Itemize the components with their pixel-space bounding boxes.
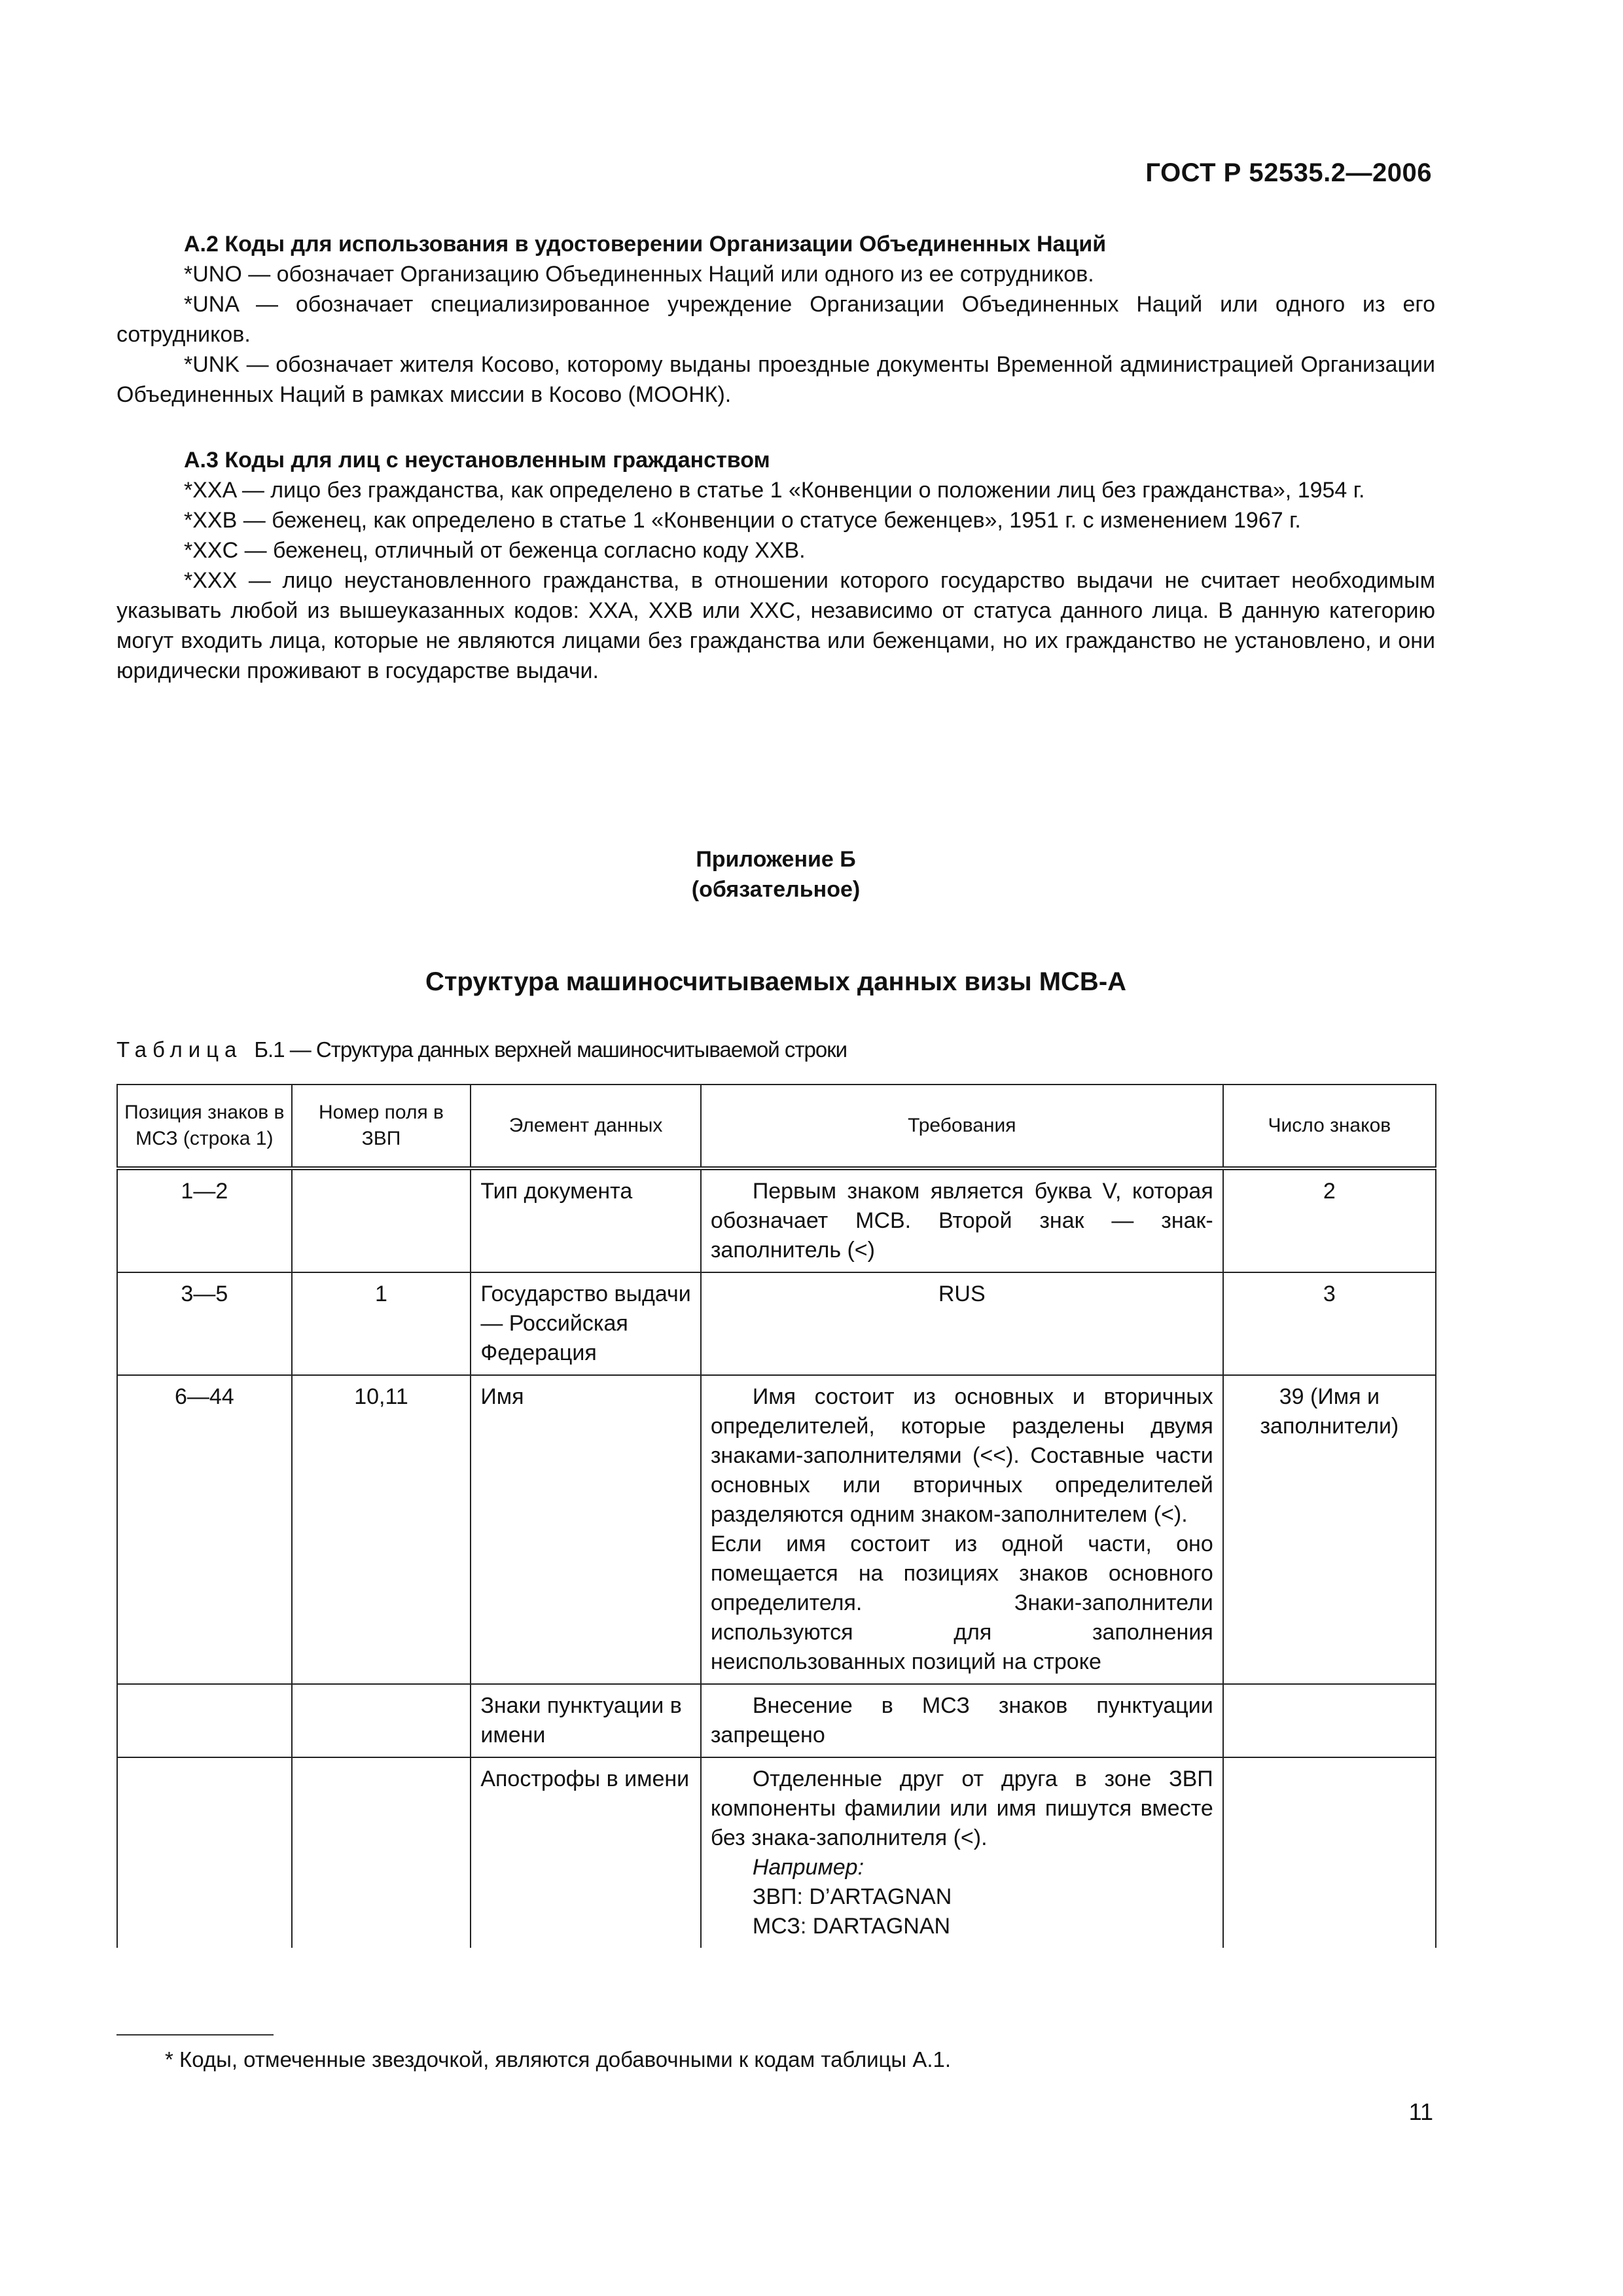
cell-position [117, 1757, 292, 1948]
cell-element: Государство выдачи — Российская Федерация [471, 1272, 700, 1375]
header-char-count: Число знаков [1223, 1085, 1436, 1168]
example-label: Например: [752, 1855, 865, 1880]
paragraph-unk: *UNK — обозначает жителя Косово, которому выданы проездные документы Временной администрацией Организации Объединенных Наций в рамках миссии в Косово (МООНК). [116, 352, 1435, 407]
cell-requirements [701, 1375, 1223, 1684]
cell-element: Апострофы в имени [471, 1757, 700, 1948]
requirement-text: Имя состоит из основных и вторичных определителей, которые разделены двумя знаками-заполнителями (<<). Составные части основных или вторичных определителей разделяются одним знаком-заполнителем (<). [710, 1384, 1213, 1527]
cell-position [117, 1684, 292, 1757]
cell-field [292, 1757, 471, 1948]
table-header-row [117, 1085, 1436, 1168]
cell-field [292, 1684, 471, 1757]
appendix-status: (обязательное) [691, 877, 861, 902]
cell-count [1223, 1684, 1436, 1757]
cell-requirements [701, 1757, 1223, 1948]
cell-position: 1—2 [117, 1168, 292, 1272]
header-position: Позиция знаков в МСЗ (строка 1) [117, 1085, 292, 1168]
cell-count: 3 [1223, 1272, 1436, 1375]
table-row [117, 1168, 1436, 1272]
cell-requirements [701, 1168, 1223, 1272]
header-data-element: Элемент данных [471, 1085, 700, 1168]
section-a2-title: А.2 Коды для использования в удостоверении Организации Объединенных Наций [184, 232, 1107, 257]
cell-field: 10,11 [292, 1375, 471, 1684]
cell-requirements [701, 1684, 1223, 1757]
cell-requirements [701, 1272, 1223, 1375]
example-line: МСЗ: DARTAGNAN [752, 1914, 951, 1939]
cell-count [1223, 1757, 1436, 1948]
appendix-heading [116, 844, 1435, 905]
footnote-divider [116, 2034, 274, 2036]
paragraph-xxc: *XXC — беженец, отличный от беженца согласно коду XXB. [184, 538, 806, 563]
requirement-text: Первым знаком является буква V, которая обозначает МСВ. Второй знак — знак-заполнитель (<) [710, 1179, 1213, 1263]
cell-element: Имя [471, 1375, 700, 1684]
requirement-text: Внесение в МСЗ знаков пунктуации запрещено [710, 1693, 1213, 1748]
cell-element: Тип документа [471, 1168, 700, 1272]
section-a3 [116, 445, 1435, 686]
requirement-text: RUS [938, 1282, 986, 1306]
table-caption [116, 1037, 847, 1062]
cell-count: 2 [1223, 1168, 1436, 1272]
section-a2 [116, 229, 1435, 410]
cell-element: Знаки пунктуации в имени [471, 1684, 700, 1757]
example-line: ЗВП: D’ARTAGNAN [752, 1884, 952, 1909]
paragraph-una: *UNA — обозначает специализированное учреждение Организации Объединенных Наций или одного из его сотрудников. [116, 292, 1435, 347]
section-a3-title: А.3 Коды для лиц с неустановленным гражданством [184, 448, 770, 473]
example-block [711, 1853, 1213, 1941]
header-field-number: Номер поля в ЗВП [292, 1085, 471, 1168]
document-code: ГОСТ Р 52535.2—2006 [1145, 158, 1432, 187]
cell-position: 6—44 [117, 1375, 292, 1684]
table-caption-prefix: Таблица [116, 1037, 243, 1062]
table-row [117, 1757, 1436, 1948]
cell-field: 1 [292, 1272, 471, 1375]
table-caption-text: Б.1 — Структура данных верхней машиносчитываемой строки [254, 1037, 847, 1062]
footnote: * Коды, отмеченные звездочкой, являются добавочными к кодам таблицы А.1. [165, 2047, 952, 2072]
table-row [117, 1684, 1436, 1757]
appendix-title: Приложение Б [696, 847, 856, 872]
cell-position: 3—5 [117, 1272, 292, 1375]
requirement-text: Если имя состоит из одной части, оно помещается на позициях знаков основного определителя. Знаки-заполнители используются для заполнения неиспользованных позиций на строке [710, 1532, 1213, 1674]
cell-field [292, 1168, 471, 1272]
table-row [117, 1272, 1436, 1375]
header-requirements: Требования [701, 1085, 1223, 1168]
paragraph-xxa: *XXA — лицо без гражданства, как определено в статье 1 «Конвенции о положении лиц без гражданства», 1954 г. [184, 478, 1365, 503]
page-number: 11 [1408, 2098, 1433, 2125]
structure-title: Структура машиносчитываемых данных визы МСВ-А [425, 967, 1127, 996]
paragraph-xxx: *XXX — лицо неустановленного гражданства, в отношении которого государство выдачи не считает необходимым указывать любой из вышеуказанных кодов: XXA, XXB или XXC, независимо от статуса данного лица. В данную категорию могут входить лица, которые не являются лицами без гражданства или беженцами, но их гражданство не установлено, и они юридически проживают в государстве выдачи. [116, 568, 1435, 683]
paragraph-uno: *UNO — обозначает Организацию Объединенных Наций или одного из ее сотрудников. [184, 262, 1094, 287]
data-structure-table [116, 1084, 1436, 1948]
paragraph-xxb: *XXB — беженец, как определено в статье 1 «Конвенции о статусе беженцев», 1951 г. с изменением 1967 г. [184, 508, 1301, 533]
requirement-text: Отделенные друг от друга в зоне ЗВП компоненты фамилии или имя пишутся вместе без знака-заполнителя (<). [710, 1767, 1213, 1850]
table-row [117, 1375, 1436, 1684]
cell-count: 39 (Имя и заполнители) [1223, 1375, 1436, 1684]
